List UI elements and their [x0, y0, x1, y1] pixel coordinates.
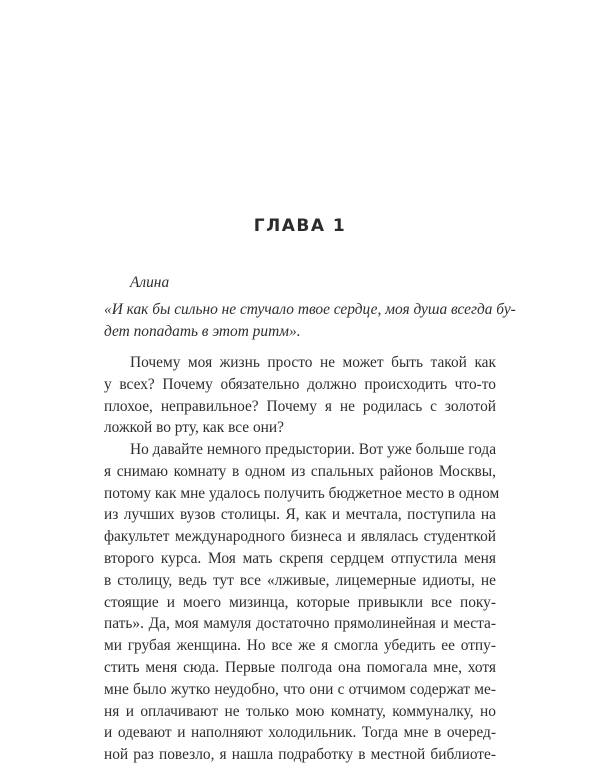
paragraph-line: стить меня сюда. Первые полгода она помогала мне, хотя — [104, 658, 496, 676]
paragraph-line: и одевают и наполняют холодильник. Тогда мне в очеред- — [104, 724, 496, 742]
paragraph-line: мне было жутко неудобно, что они с отчимом содержат ме- — [104, 680, 496, 698]
narrator-name: Алина — [130, 274, 170, 291]
chapter-title: ГЛАВА 1 — [253, 216, 347, 236]
paragraph-line: Но давайте немного предыстории. Вот уже больше года — [130, 441, 497, 458]
paragraph-line: я снимаю комнату в одном из спальных районов Москвы, — [104, 462, 496, 480]
paragraph-line: ной раз повезло, я нашла подработку в местной библиоте- — [104, 746, 496, 764]
paragraph-line: ми грубая женщина. Но все же я смогла убедить ее отпу- — [104, 637, 496, 655]
paragraph-1 — [104, 352, 496, 439]
paragraph-line: у всех? Почему обязательно должно происходить что-то — [104, 375, 496, 393]
paragraph-line: стоящие и моего мизинца, которые привыкли все поку- — [104, 593, 496, 611]
paragraph-line: Почему моя жизнь просто не может быть такой как — [130, 354, 496, 371]
paragraph-line: в столицу, ведь тут все «лживые, лицемерные идиоты, не — [104, 571, 496, 589]
paragraph-line: ня и оплачивают не только мою комнату, коммуналку, но — [104, 702, 496, 720]
epigraph — [104, 299, 516, 343]
epigraph-line: «И как бы сильно не стучало твое сердце, моя душа всегда бу- — [104, 301, 516, 318]
paragraph-line: пать». Да, моя мамуля достаточно прямолинейная и места- — [104, 615, 496, 633]
paragraph-line: из лучших вузов столицы. Я, как и мечтала, поступила на — [104, 506, 496, 524]
paragraph-2 — [104, 439, 500, 766]
paragraph-line: факультет международного бизнеса и являлась студенткой — [104, 528, 496, 546]
paragraph-line: второго курса. Моя мать скрепя сердцем отпустила меня — [104, 549, 496, 567]
paragraph-line: плохое, неправильное? Почему я не родилась с золотой — [104, 397, 496, 415]
paragraph-line: потому как мне удалось получить бюджетное место в одном — [104, 484, 500, 502]
paragraph-line: ложкой во рту, как все они? — [104, 419, 284, 437]
epigraph-line: дет попадать в этот ритм». — [104, 322, 301, 340]
